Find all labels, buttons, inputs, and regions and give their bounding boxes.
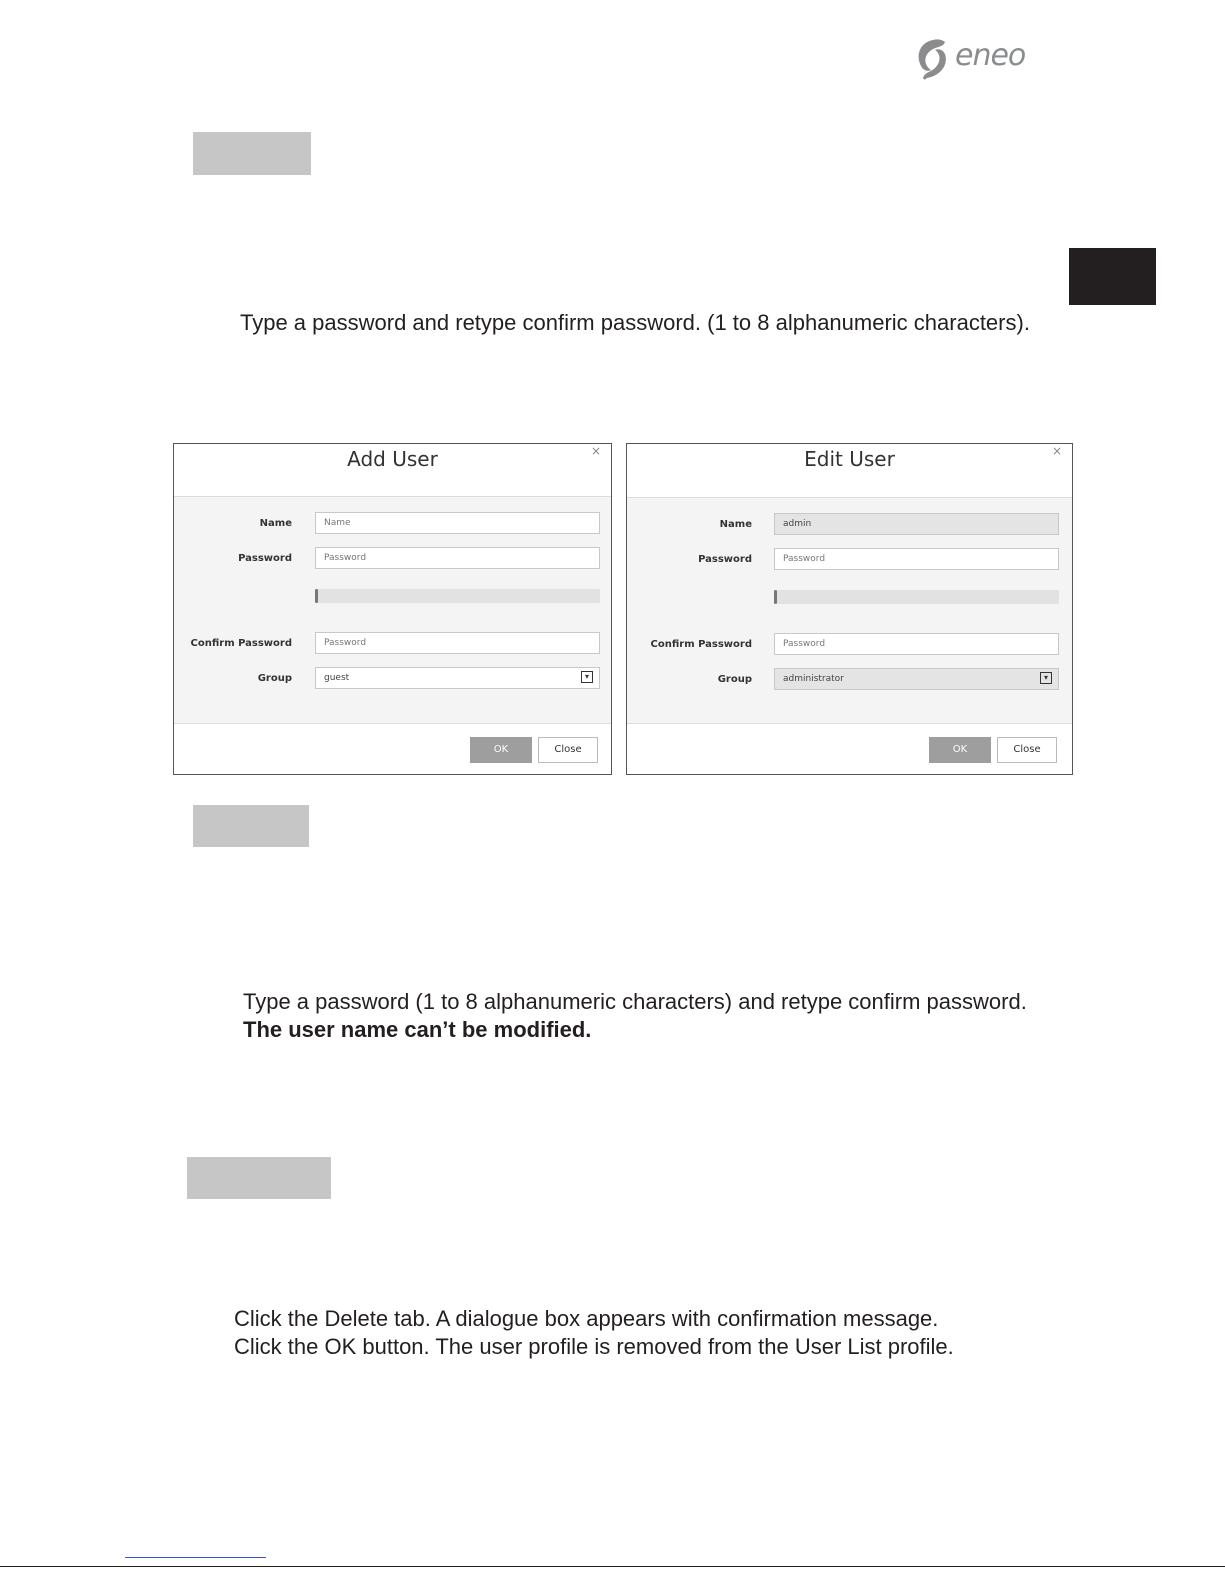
- password-input[interactable]: Password: [774, 548, 1059, 570]
- group-label: Group: [257, 673, 292, 684]
- name-label: Name: [719, 519, 752, 530]
- edit-user-instruction: Type a password (1 to 8 alphanumeric characters) and retype confirm password.: [243, 989, 1027, 1014]
- group-label: Group: [717, 674, 752, 685]
- dialog-title: Edit User: [804, 447, 895, 471]
- footer-link-underline: [125, 1557, 266, 1558]
- close-button[interactable]: Close: [538, 737, 598, 763]
- chevron-down-icon: ▾: [1040, 672, 1052, 684]
- name-label: Name: [259, 518, 292, 529]
- eneo-logo: [913, 36, 1033, 84]
- section-heading-box: [193, 805, 309, 847]
- name-input: admin: [774, 513, 1059, 535]
- dialog-title: Add User: [347, 447, 438, 471]
- add-user-instruction: Type a password and retype confirm password. (1 to 8 alphanumeric characters).: [240, 310, 1030, 335]
- dialog-header: [627, 444, 1072, 498]
- group-select[interactable]: [315, 667, 600, 689]
- group-value: guest: [324, 673, 350, 683]
- password-input[interactable]: Password: [315, 547, 600, 569]
- password-label: Password: [698, 554, 752, 565]
- confirm-password-label: Confirm Password: [190, 638, 292, 649]
- password-strength-meter: [315, 589, 600, 603]
- ok-button[interactable]: OK: [470, 737, 532, 763]
- dialog-footer: [174, 723, 611, 774]
- edit-user-dialog: [626, 443, 1073, 775]
- ok-button[interactable]: OK: [929, 737, 991, 763]
- add-user-dialog: [173, 443, 612, 775]
- footer-rule: [0, 1566, 1225, 1567]
- close-icon[interactable]: ×: [590, 444, 601, 458]
- confirm-password-input[interactable]: Password: [774, 633, 1059, 655]
- edit-user-note: The user name can’t be modified.: [243, 1017, 592, 1042]
- password-label: Password: [238, 553, 292, 564]
- strength-indicator: [315, 589, 318, 603]
- delete-instruction-line2: Click the OK button. The user profile is removed from the User List profile.: [234, 1334, 954, 1359]
- section-heading-box: [193, 132, 311, 175]
- strength-indicator: [774, 590, 777, 604]
- close-icon[interactable]: ×: [1051, 444, 1062, 458]
- chevron-down-icon[interactable]: ▾: [581, 671, 593, 683]
- group-select: [774, 668, 1059, 690]
- dialog-footer: [627, 723, 1072, 774]
- password-strength-meter: [774, 590, 1059, 604]
- group-value: administrator: [783, 674, 844, 684]
- name-input[interactable]: Name: [315, 512, 600, 534]
- logo-text: eneo: [955, 38, 1026, 73]
- dialog-header: [174, 444, 611, 497]
- section-heading-box: [187, 1157, 331, 1199]
- chapter-tab: [1069, 248, 1156, 305]
- confirm-password-input[interactable]: Password: [315, 632, 600, 654]
- close-button[interactable]: Close: [997, 737, 1057, 763]
- delete-instruction-line1: Click the Delete tab. A dialogue box appears with confirmation message.: [234, 1306, 939, 1331]
- eneo-swirl-icon: [913, 36, 953, 84]
- confirm-password-label: Confirm Password: [650, 639, 752, 650]
